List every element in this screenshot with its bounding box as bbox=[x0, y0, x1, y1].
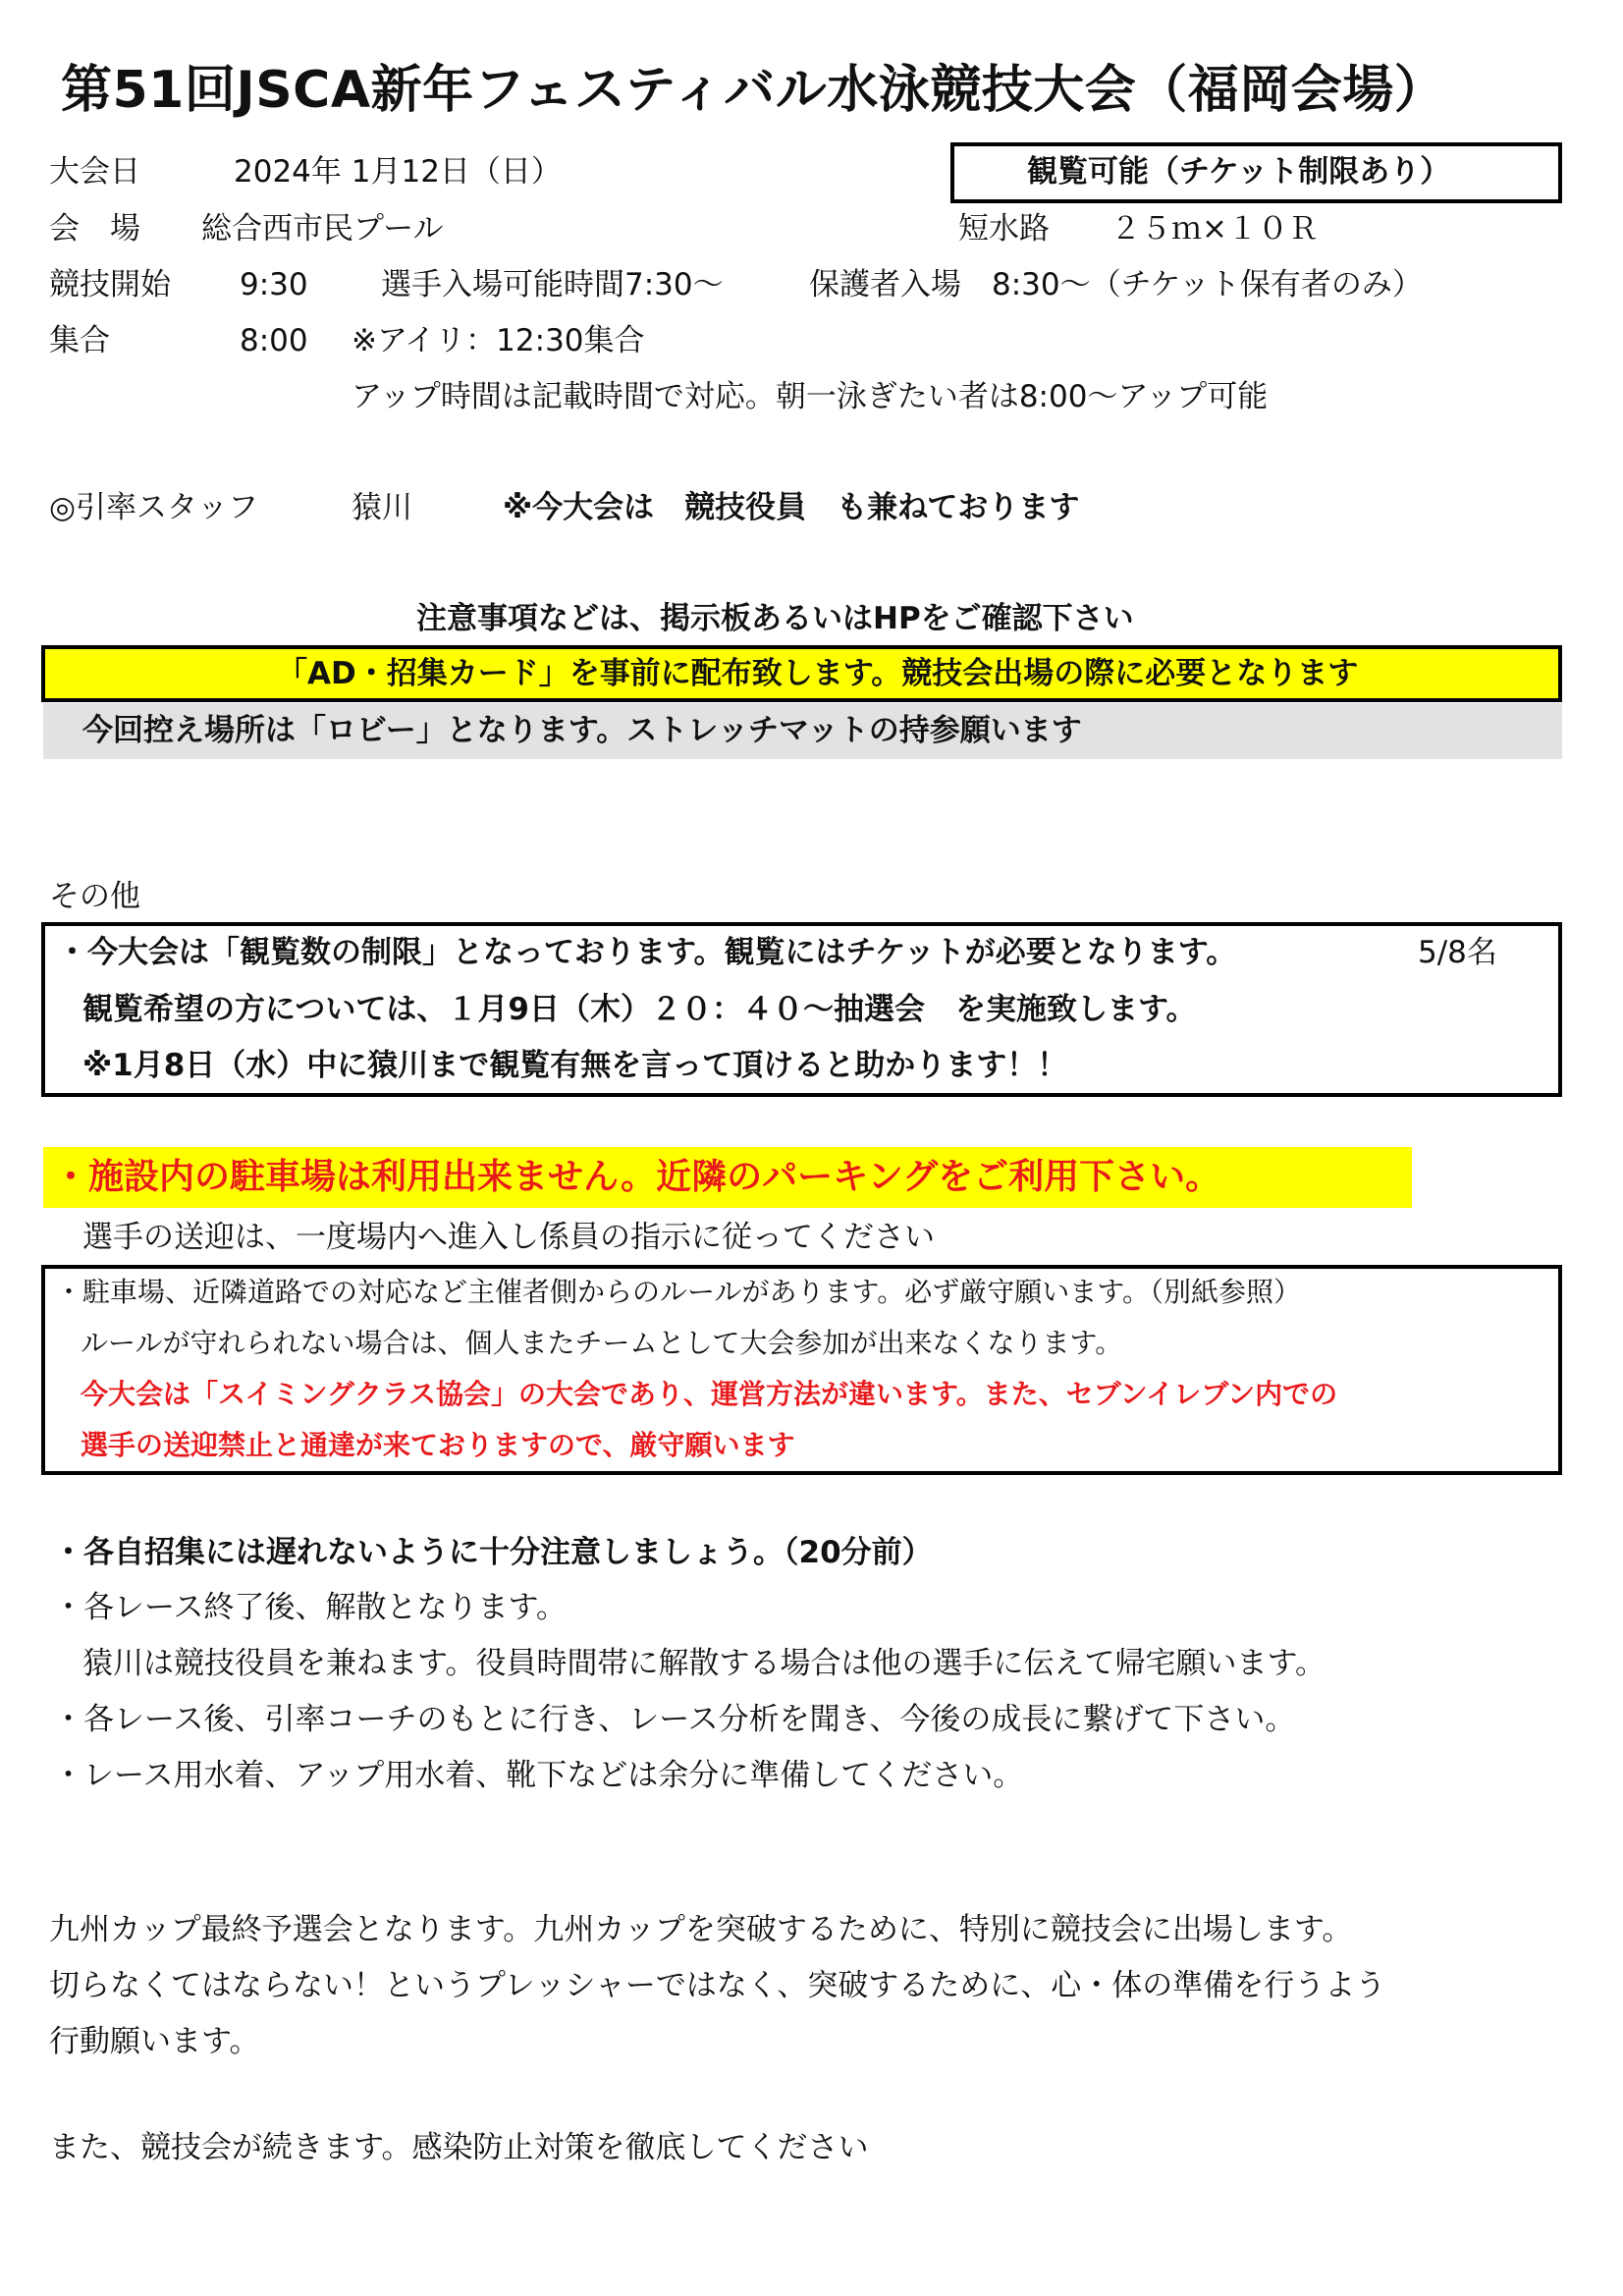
assembly-note: ※アイリ：12:30集合 bbox=[352, 323, 645, 358]
ticket-line-1: ・今大会は「観覧数の制限」となっております。観覧にはチケットが必要となります。 bbox=[57, 935, 1237, 970]
ticket-line-3: ※1月8日（水）中に猿川まで観覧有無を言って頂けると助かります！！ bbox=[82, 1048, 1068, 1083]
parking-rule-red-2: 選手の送迎禁止と通達が来ておりますので、厳守願います bbox=[81, 1429, 795, 1461]
rule-item: ・レース用水着、アップ用水着、靴下などは余分に準備してください。 bbox=[53, 1758, 1024, 1793]
rule-item: ・各自招集には遅れないように十分注意しましょう。（20分前） bbox=[53, 1535, 933, 1570]
start-label: 競技開始 bbox=[49, 267, 171, 302]
start-time: 9:30 bbox=[240, 267, 308, 302]
rule-item: ・各レース終了後、解散となります。 bbox=[53, 1590, 567, 1625]
parking-rule-1: ・駐車場、近隣道路での対応など主催者側からのルールがあります。必ず厳守願います。（別紙参照） bbox=[55, 1276, 1301, 1308]
parking-rule-red-1: 今大会は「スイミングクラス協会」の大会であり、運営方法が違います。また、セブンイレブン内での bbox=[81, 1378, 1338, 1410]
waiting-place-notice: 今回控え場所は「ロビー」となります。ストレッチマットの持参願います bbox=[82, 713, 1082, 748]
page-title: 第51回JSCA新年フェスティバル水泳競技大会（福岡会場） bbox=[61, 61, 1446, 120]
other-heading: その他 bbox=[49, 879, 140, 914]
warmup-note: アップ時間は記載時間で対応。朝一泳ぎたい者は8:00～アップ可能 bbox=[352, 379, 1269, 414]
closing-line: 九州カップ最終予選会となります。九州カップを突破するために、特別に競技会に出場します。 bbox=[49, 1912, 1353, 1947]
date-value: 2024年 1月12日（日） bbox=[234, 154, 562, 190]
closing-line: また、競技会が続きます。感染防止対策を徹底してください bbox=[49, 2130, 869, 2165]
ad-card-notice: 「AD・招集カード」を事前に配布致します。競技会出場の際に必要となります bbox=[277, 656, 1359, 691]
dropoff-note: 選手の送迎は、一度場内へ進入し係員の指示に従ってください bbox=[82, 1220, 935, 1255]
assembly-label: 集合 bbox=[49, 323, 110, 358]
staff-label: ◎引率スタッフ bbox=[49, 490, 259, 525]
athlete-entry-time: 選手入場可能時間7:30～ bbox=[381, 267, 724, 302]
staff-name: 猿川 bbox=[352, 490, 412, 525]
assembly-time: 8:00 bbox=[240, 323, 308, 358]
parking-warning: ・施設内の駐車場は利用出来ません。近隣のパーキングをご利用下さい。 bbox=[53, 1157, 1221, 1197]
rule-item: 猿川は競技役員を兼ねます。役員時間帯に解散する場合は他の選手に伝えて帰宅願います。 bbox=[82, 1646, 1326, 1681]
guardian-entry-time: 保護者入場 8:30～（チケット保有者のみ） bbox=[809, 267, 1423, 302]
viewing-badge: 観覧可能（チケット制限あり） bbox=[1027, 154, 1451, 190]
ticket-line-2: 観覧希望の方については、１月9日（木）２０：４０～抽選会 を実施致します。 bbox=[82, 992, 1197, 1027]
ticket-count: 5/8名 bbox=[1418, 935, 1497, 970]
closing-line: 切らなくてはならない！というプレッシャーではなく、突破するために、心・体の準備を行うよう bbox=[49, 1968, 1386, 2003]
rule-item: ・各レース後、引率コーチのもとに行き、レース分析を聞き、今後の成長に繋げて下さい。 bbox=[53, 1702, 1296, 1737]
venue-value: 総合西市民プール bbox=[201, 211, 444, 246]
course-info: 短水路 ２５ｍ×１０Ｒ bbox=[958, 211, 1319, 246]
date-label: 大会日 bbox=[49, 154, 140, 190]
check-board-notice: 注意事項などは、掲示板あるいはHPをご確認下さい bbox=[416, 601, 1134, 636]
closing-line: 行動願います。 bbox=[49, 2024, 260, 2059]
parking-rule-2: ルールが守れられない場合は、個人またチームとして大会参加が出来なくなります。 bbox=[81, 1327, 1123, 1359]
staff-note: ※今大会は 競技役員 も兼ねております bbox=[503, 490, 1080, 525]
venue-label: 会 場 bbox=[49, 211, 140, 246]
